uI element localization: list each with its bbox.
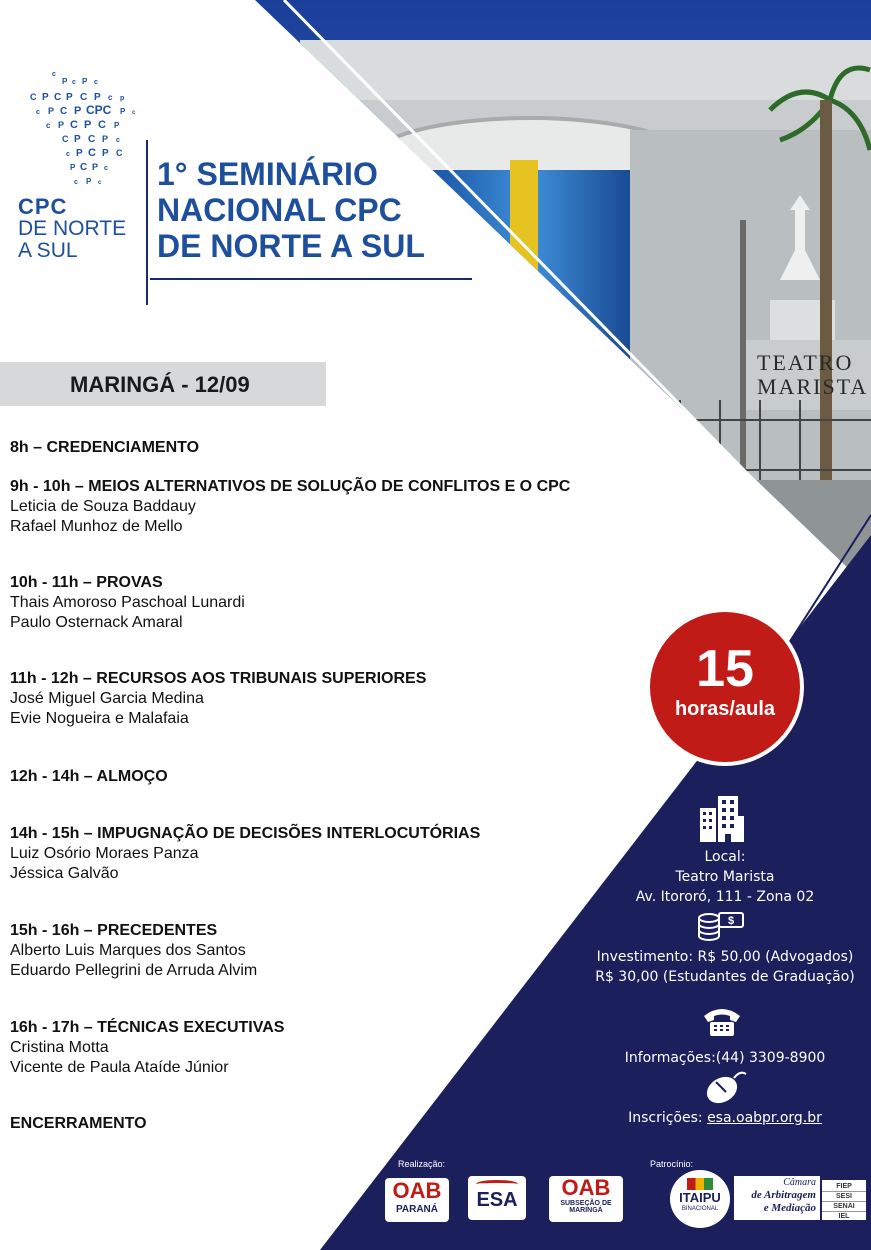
svg-text:C: C	[70, 119, 78, 131]
title-line1: 1° SEMINÁRIO	[157, 156, 378, 192]
schedule-item	[10, 669, 426, 729]
svg-text:C: C	[80, 162, 88, 173]
svg-text:P: P	[42, 92, 49, 103]
svg-text:C: C	[30, 92, 37, 102]
svg-text:c: c	[66, 151, 70, 158]
svg-text:P: P	[86, 177, 92, 186]
title-line3: DE NORTE A SUL	[157, 228, 425, 264]
money-icon	[697, 910, 747, 944]
speaker: Evie Nogueira e Malafaia	[10, 710, 189, 727]
svg-text:p: p	[120, 95, 125, 102]
svg-text:C: C	[88, 134, 96, 145]
cpc-logo-text	[18, 196, 126, 262]
schedule-item	[10, 1114, 147, 1134]
svg-text:c: c	[72, 79, 76, 86]
svg-text:P: P	[84, 119, 92, 131]
speaker: Luiz Osório Moraes Panza	[10, 845, 199, 862]
speaker: Alberto Luis Marques dos Santos	[10, 942, 246, 959]
esa-text: ESA	[476, 1189, 518, 1211]
svg-text:c: c	[52, 71, 56, 78]
location-name: Teatro Marista	[675, 869, 775, 885]
svg-text:P: P	[94, 92, 101, 103]
svg-text:CPC: CPC	[86, 103, 112, 117]
svg-text:c: c	[36, 109, 40, 116]
svg-text:c: c	[116, 137, 120, 144]
patrocinio-label: Patrocínio:	[650, 1159, 694, 1169]
oab-parana-logo	[385, 1178, 449, 1222]
svg-text:P: P	[120, 107, 126, 116]
schedule-time: 14h - 15h – IMPUGNAÇÃO DE DECISÕES INTERLOCUTÓRIAS	[10, 825, 481, 842]
schedule-time: 15h - 16h – PRECEDENTES	[10, 922, 218, 939]
svg-text:P: P	[82, 77, 88, 86]
svg-text:c: c	[46, 121, 51, 130]
schedule-time: ENCERRAMENTO	[10, 1115, 147, 1132]
logo-a-sul: A SUL	[18, 239, 78, 262]
schedule-time: 12h - 14h – ALMOÇO	[10, 768, 168, 785]
investment-info	[590, 947, 860, 987]
camara-line2: de Arbitragem	[751, 1189, 816, 1201]
svg-text:c: c	[98, 180, 102, 186]
schedule-item	[10, 1018, 284, 1078]
city-date: MARINGÁ - 12/09	[70, 372, 250, 397]
investment-students: R$ 30,00 (Estudantes de Graduação)	[595, 969, 855, 985]
logo-de-norte: DE NORTE	[18, 217, 127, 240]
schedule-item	[10, 573, 245, 633]
svg-text:P: P	[70, 163, 76, 172]
svg-text:c: c	[104, 165, 108, 172]
svg-text:C: C	[98, 119, 106, 131]
svg-text:c: c	[74, 179, 78, 186]
svg-text:P: P	[62, 77, 68, 86]
schedule-time: 10h - 11h – PROVAS	[10, 574, 163, 591]
speaker: Thais Amoroso Paschoal Lunardi	[10, 594, 245, 611]
svg-text:P: P	[76, 148, 83, 159]
event-title	[157, 156, 425, 264]
oab-subsecao-mark: OAB	[561, 1175, 611, 1200]
realizacao-label: Realização:	[398, 1159, 446, 1169]
schedule-item	[10, 824, 480, 884]
svg-text:C: C	[88, 147, 96, 159]
svg-text:P: P	[58, 120, 65, 130]
cpc-logo-mark	[22, 68, 142, 198]
esa-logo	[468, 1176, 526, 1220]
fiep-item: SESI	[822, 1192, 866, 1202]
fiep-item: SENAI	[822, 1202, 866, 1212]
svg-text:c: c	[132, 110, 136, 116]
schedule-item	[10, 438, 199, 458]
svg-text:P: P	[102, 148, 109, 159]
signup-label: Inscrições:	[628, 1110, 708, 1126]
hours-unit: horas/aula	[674, 698, 776, 720]
svg-text:$: $	[727, 915, 735, 927]
svg-text:C: C	[60, 106, 68, 117]
location-label: Local:	[704, 849, 746, 865]
svg-text:c: c	[108, 93, 113, 102]
camara-logo	[734, 1176, 820, 1220]
itaipu-sub: BINACIONAL	[681, 1206, 719, 1212]
speaker: Vicente de Paula Ataíde Júnior	[10, 1059, 229, 1076]
speaker: José Miguel Garcia Medina	[10, 690, 204, 707]
schedule-time: 16h - 17h – TÉCNICAS EXECUTIVAS	[10, 1019, 285, 1036]
title-line2: NACIONAL CPC	[157, 192, 402, 228]
signup-link[interactable]: esa.oabpr.org.br	[707, 1110, 822, 1126]
fiep-item: FIEP	[822, 1182, 866, 1192]
building-icon	[698, 794, 746, 844]
speaker: Leticia de Souza Baddauy	[10, 498, 196, 515]
oab-subsecao-logo	[549, 1176, 623, 1222]
hours-number: 15	[696, 640, 754, 698]
svg-text:P: P	[114, 121, 120, 130]
hours-badge	[646, 608, 804, 766]
svg-text:C: C	[116, 148, 123, 158]
schedule-time: 8h – CREDENCIAMENTO	[10, 439, 200, 456]
fiep-item: IEL	[838, 1213, 850, 1220]
oab-subsecao-line1: SUBSEÇÃO DE	[560, 1200, 612, 1207]
itaipu-logo	[668, 1168, 732, 1230]
svg-text:P: P	[74, 105, 82, 117]
svg-text:C: C	[80, 92, 88, 103]
svg-text:C: C	[62, 134, 69, 144]
mouse-icon	[702, 1068, 748, 1104]
oab-subsecao-line2: MARINGÁ	[569, 1207, 603, 1214]
schedule-time: 11h - 12h – RECURSOS AOS TRIBUNAIS SUPERIORES	[10, 670, 427, 687]
oab-parana-mark: OAB	[392, 1178, 442, 1203]
svg-text:P: P	[74, 134, 81, 145]
title-divider-vertical	[146, 140, 148, 305]
camara-line1: Câmara	[783, 1177, 816, 1188]
logo-cpc: CPC	[18, 194, 68, 219]
oab-parana-sub: PARANÁ	[395, 1204, 439, 1215]
speaker: Eduardo Pellegrini de Arruda Alvim	[10, 962, 258, 979]
svg-text:P: P	[66, 92, 73, 103]
svg-text:P: P	[92, 162, 99, 172]
svg-text:P: P	[48, 106, 55, 116]
itaipu-text: ITAIPU	[679, 1190, 721, 1205]
signup-info	[600, 1108, 850, 1128]
speaker: Paulo Osternack Amaral	[10, 614, 183, 631]
investment-lawyers: Investimento: R$ 50,00 (Advogados)	[596, 949, 854, 965]
svg-text:c: c	[94, 79, 98, 86]
location-info	[600, 847, 850, 907]
svg-text:C: C	[54, 92, 62, 103]
speaker: Rafael Munhoz de Mello	[10, 518, 183, 535]
contact-info: Informações:(44) 3309-8900	[624, 1050, 826, 1066]
schedule-time: 9h - 10h – MEIOS ALTERNATIVOS DE SOLUÇÃO DE CONFLITOS E O CPC	[10, 478, 571, 495]
svg-text:P: P	[102, 134, 109, 144]
speaker: Jéssica Galvão	[10, 865, 119, 882]
fiep-logo	[822, 1180, 866, 1220]
speaker: Cristina Motta	[10, 1039, 109, 1056]
theater-sign-line1: TEATRO	[757, 350, 854, 375]
location-address: Av. Itororó, 111 - Zona 02	[635, 889, 815, 905]
camara-line3: e Mediação	[763, 1202, 816, 1214]
schedule-item	[10, 921, 257, 981]
schedule-item	[10, 477, 570, 537]
schedule-item	[10, 767, 168, 787]
title-divider-horizontal	[150, 278, 472, 280]
phone-icon	[702, 1006, 742, 1038]
theater-sign-line2: MARISTA	[757, 374, 869, 399]
